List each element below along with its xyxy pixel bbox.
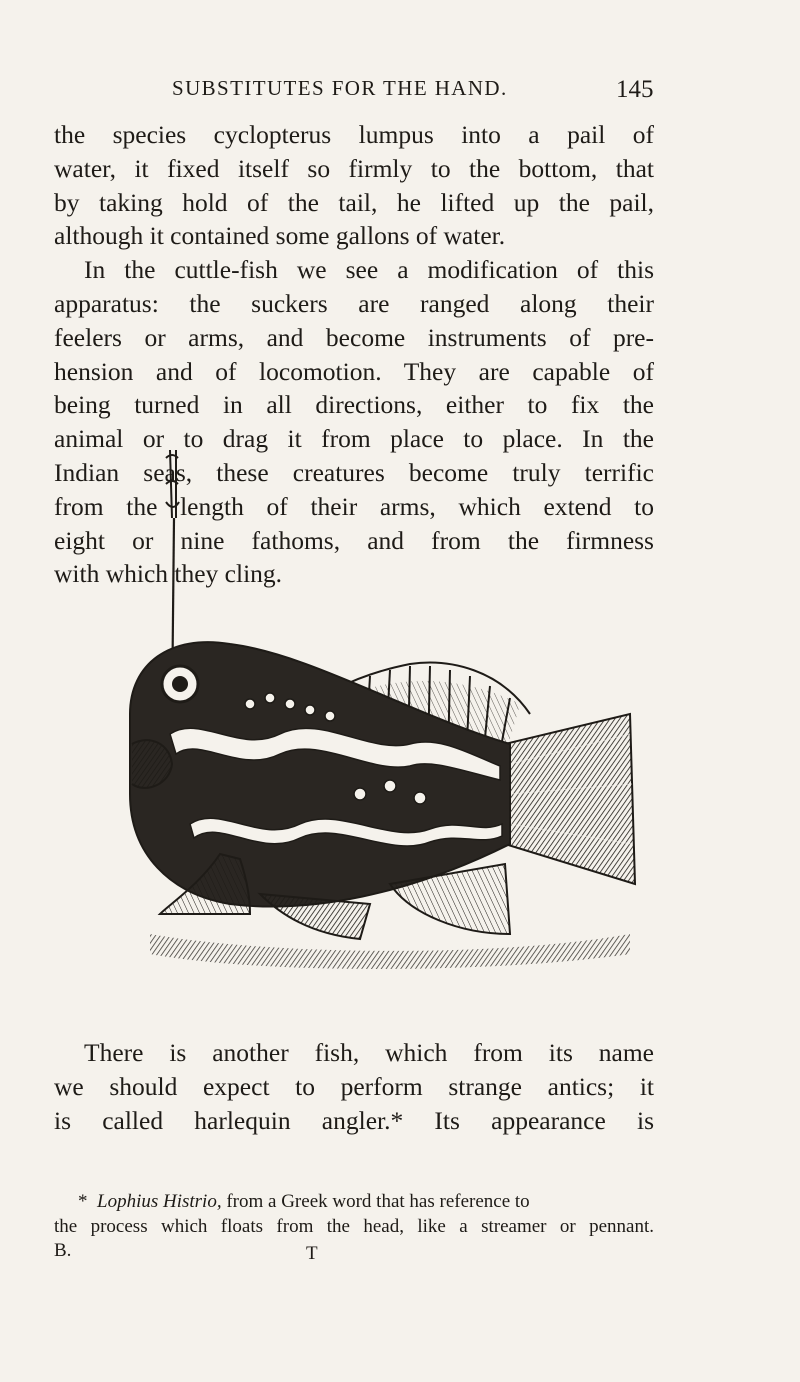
- harlequin-angler-illustration: [110, 414, 650, 994]
- signature-letter: T: [306, 1243, 318, 1264]
- text-line: apparatus: the suckers are ranged along their: [54, 288, 654, 318]
- ventral-fin: [260, 894, 370, 939]
- text-line: although it contained some gallons of water.: [54, 221, 506, 251]
- text-line: by taking hold of the tail, he lifted up the pail,: [54, 187, 654, 217]
- text-line: from the length of their arms, which extend to: [54, 491, 654, 521]
- ground-shadow: [150, 934, 630, 969]
- signature-mark: B.: [54, 1240, 72, 1261]
- running-title: SUBSTITUTES FOR THE HAND.: [172, 76, 508, 100]
- tail-fin: [505, 714, 635, 884]
- text-line: the species cyclopterus lumpus into a pail of: [54, 120, 654, 149]
- paragraph-start-line: There is another fish, which from its name: [84, 1038, 654, 1067]
- text-line: animal or to drag it from place to place. In the: [54, 424, 654, 454]
- footnote: [54, 1190, 654, 1239]
- footnote-species: Lophius Histrio,: [97, 1191, 222, 1212]
- fish-eye: [162, 666, 198, 702]
- footnote-text: from a Greek word that has reference to: [226, 1191, 530, 1212]
- footnote-marker: *: [78, 1191, 88, 1212]
- text-line: is called harlequin angler.* Its appearance is: [54, 1105, 654, 1135]
- footnote-line: the process which floats from the head, like a streamer or pennant.: [54, 1215, 654, 1237]
- running-head: [0, 76, 800, 106]
- body-text-lower: [54, 1036, 654, 1137]
- text-line: hension and of locomotion. They are capable of: [54, 356, 654, 386]
- page-number: 145: [616, 76, 654, 103]
- text-line: eight or nine fathoms, and from the firmness: [54, 525, 654, 555]
- text-line: with which they cling.: [54, 559, 283, 589]
- text-line: we should expect to perform strange antics; it: [54, 1071, 654, 1101]
- paragraph-start-line: In the cuttle-fish we see a modification of this: [84, 255, 654, 285]
- footnote-line: [54, 1190, 654, 1215]
- text-line: feelers or arms, and become instruments of pre-: [54, 322, 654, 352]
- text-line: water, it fixed itself so firmly to the bottom, that: [54, 153, 654, 183]
- harlequin-angler-fish-icon: [110, 414, 650, 994]
- text-line: being turned in all directions, either to fix the: [54, 390, 654, 420]
- text-line: Indian seas, these creatures become truly terrific: [54, 457, 654, 487]
